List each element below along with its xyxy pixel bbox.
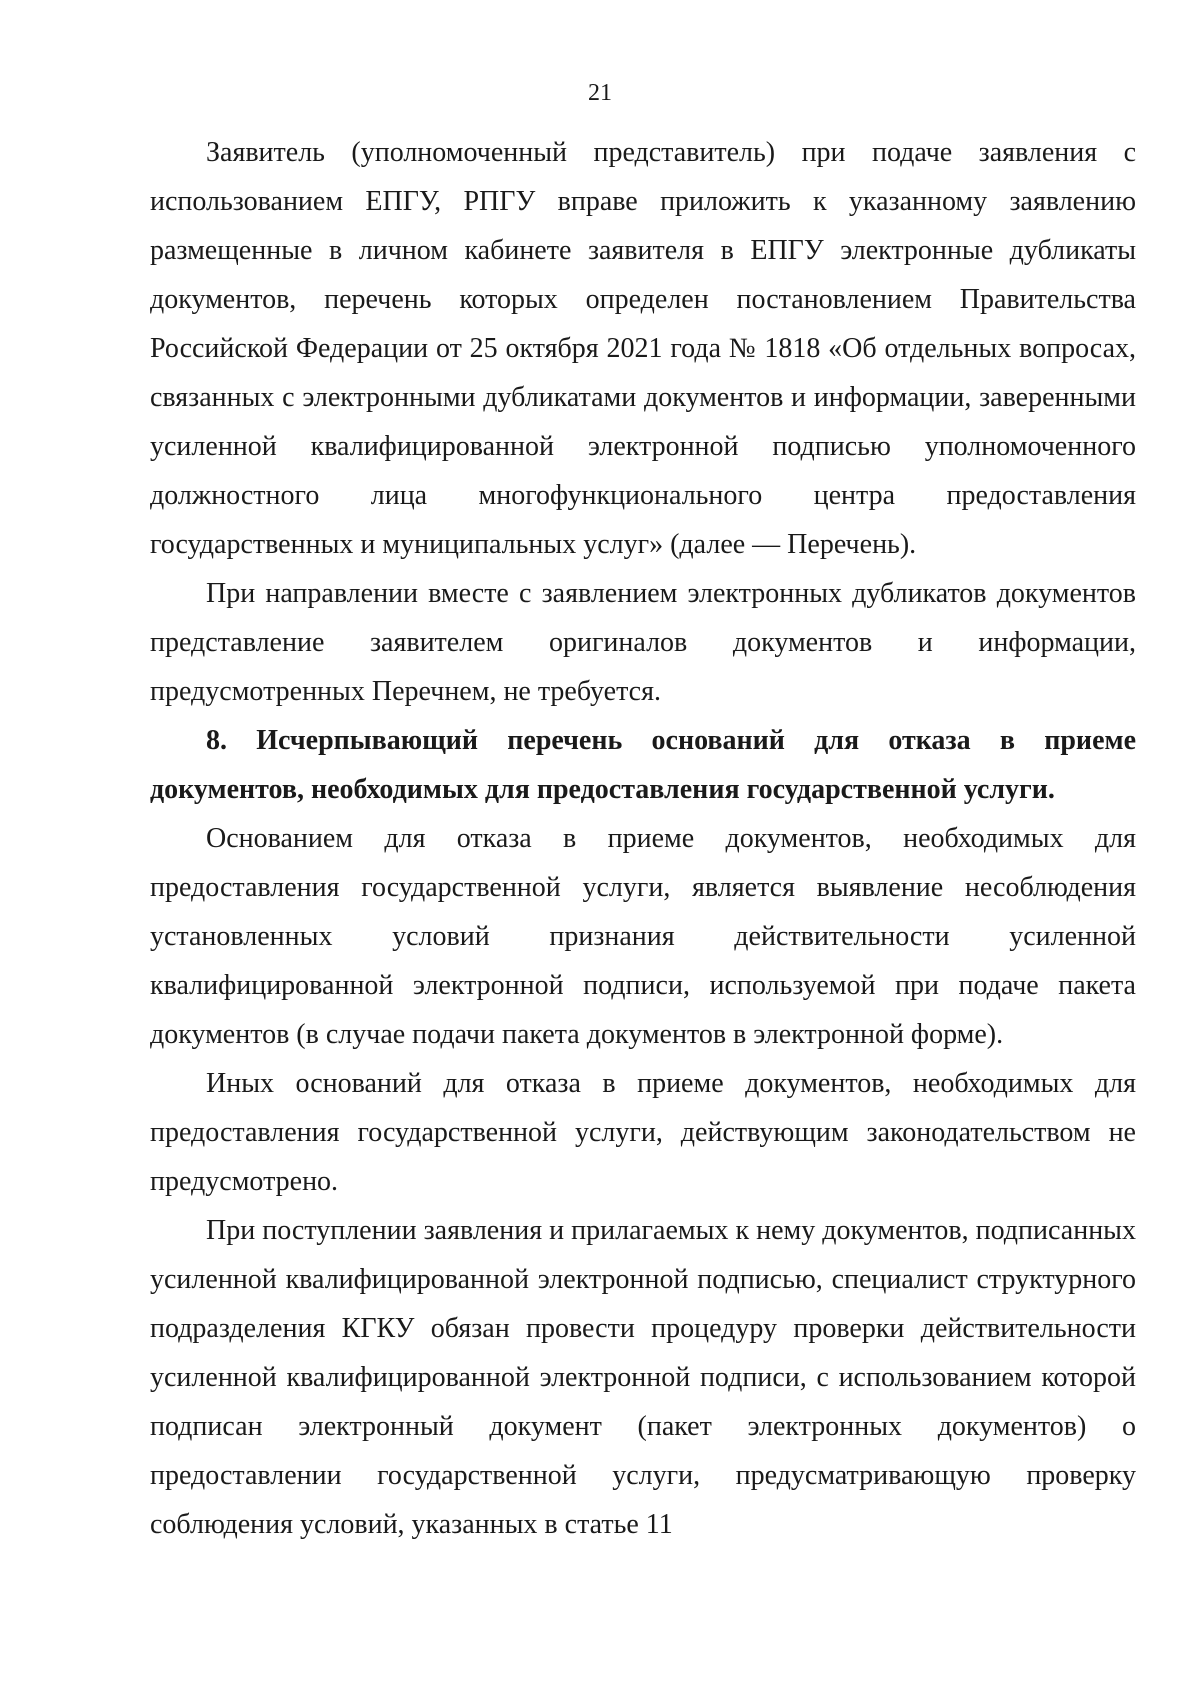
section-heading-refusal-grounds: 8. Исчерпывающий перечень оснований для отказа в приеме документов, необходимых для предоставления государственной услуги. xyxy=(150,725,1136,805)
paragraph-no-other-grounds: Иных оснований для отказа в приеме документов, необходимых для предоставления государственной услуги, действующим законодательством не предусмотрено. xyxy=(150,1068,1136,1197)
document-body xyxy=(150,128,1136,1549)
paragraph-signature-verification: При поступлении заявления и прилагаемых к нему документов, подписанных усиленной квалифицированной электронной подписью, специалист структурного подразделения КГКУ обязан провести процедуру проверки действительности усиленной квалифицированной электронной подписи, с использованием которой подписан электронный документ (пакет электронных документов) о предоставлении государственной услуги, предусматривающую проверку соблюдения условий, указанных в статье 11 xyxy=(150,1215,1136,1540)
paragraph-refusal-ground: Основанием для отказа в приеме документов, необходимых для предоставления государственной услуги, является выявление несоблюдения установленных условий признания действительности усиленной квалифицированной электронной подписи, используемой при подаче пакета документов (в случае подачи пакета документов в электронной форме). xyxy=(150,823,1136,1050)
paragraph-applicant-duplicates: Заявитель (уполномоченный представитель) при подаче заявления с использованием ЕПГУ, РПГУ вправе приложить к указанному заявлению размещенные в личном кабинете заявителя в ЕПГУ электронные дубликаты документов, перечень которых определен постановлением Правительства Российской Федерации от 25 октября 2021 года № 1818 «Об отдельных вопросах, связанных с электронными дубликатами документов и информации, заверенными усиленной квалифицированной электронной подписью уполномоченного должностного лица многофункционального центра предоставления государственных и муниципальных услуг» (далее — Перечень). xyxy=(150,137,1136,560)
paragraph-originals-not-required: При направлении вместе с заявлением электронных дубликатов документов представление заявителем оригиналов документов и информации, предусмотренных Перечнем, не требуется. xyxy=(150,578,1136,707)
page-number: 21 xyxy=(588,80,612,106)
